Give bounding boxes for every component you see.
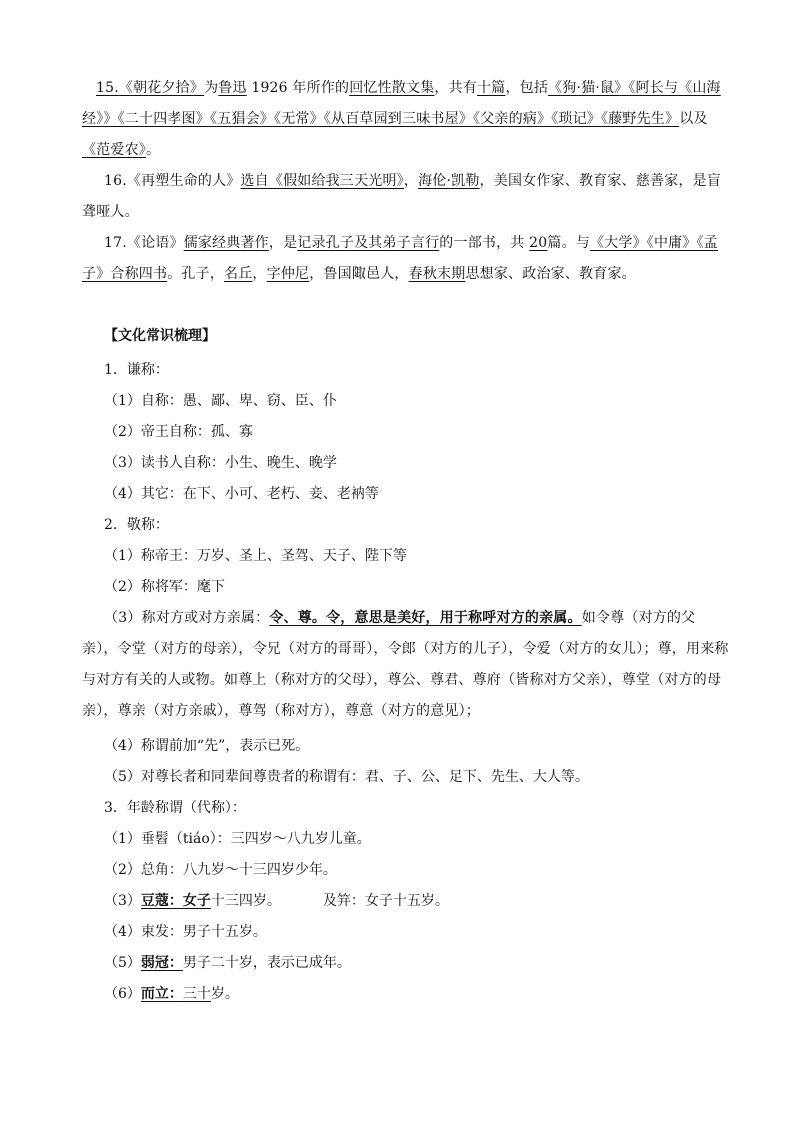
list-item-respectful-address bbox=[82, 603, 730, 727]
section-heading: 【文化常识梳理】 bbox=[104, 328, 216, 344]
text: 。 bbox=[146, 142, 161, 158]
text: （6） bbox=[104, 986, 141, 1002]
text: 《再塑生命的人》 bbox=[126, 173, 241, 189]
text: 男子二十岁，表示已成年。 bbox=[182, 955, 351, 971]
list-item: （4）束发：男子十五岁。 bbox=[104, 924, 267, 940]
classification: 儒家经典著作 bbox=[183, 235, 269, 251]
text: ，共有 bbox=[434, 80, 478, 96]
text: 思想家、政治家、教育家。 bbox=[465, 266, 636, 282]
list-item: （2）帝王自称：孤、寡 bbox=[104, 424, 253, 440]
item-number: 16. bbox=[104, 173, 127, 189]
list-item: （1）称帝王：万岁、圣上、圣驾、天子、陛下等 bbox=[104, 548, 407, 564]
text: 的一部书，共 bbox=[439, 235, 530, 251]
list-item: （1）垂髫（tiáo）：三四岁～八九岁儿童。 bbox=[104, 831, 371, 847]
text: 十三四岁。 bbox=[210, 893, 281, 909]
given-name: 名丘 bbox=[224, 266, 253, 282]
list-item: （5）对尊长者和同辈间尊贵者的称谓有：君、子、公、足下、先生、大人等。 bbox=[104, 769, 589, 785]
essay-title: 《范爱农》 bbox=[82, 142, 146, 158]
author: 海伦·凯勒 bbox=[418, 173, 480, 189]
key-term: 豆蔻：女子 bbox=[140, 893, 211, 909]
paragraph-17 bbox=[82, 228, 730, 290]
source-book: 选自《假如给我三天光明》 bbox=[240, 173, 404, 189]
courtesy-name: 字仲尼 bbox=[266, 266, 310, 282]
text: ，包括 bbox=[505, 80, 549, 96]
list-item bbox=[104, 953, 351, 973]
list-item: （2）总角：八九岁～十三四岁少年。 bbox=[104, 862, 337, 878]
paragraph-15 bbox=[82, 73, 730, 166]
list-item: （1）自称：愚、鄙、卑、窃、臣、仆 bbox=[104, 393, 337, 409]
genre: 回忆性散文集 bbox=[349, 80, 435, 96]
list-item: （4）称谓前加“先”，表示已死。 bbox=[104, 738, 310, 754]
list-item bbox=[104, 891, 449, 911]
chapter-count: 20 bbox=[529, 235, 548, 251]
key-term: 弱冠： bbox=[140, 955, 183, 971]
text: ，是 bbox=[268, 235, 298, 251]
text: 。孔子， bbox=[167, 266, 225, 282]
text: 岁。 bbox=[210, 986, 239, 1002]
list-item: （2）称将军：麾下 bbox=[104, 579, 225, 595]
text: 及笄：女子十五岁。 bbox=[322, 893, 449, 909]
list-item: （4）其它：在下、小可、老朽、妾、老衲等 bbox=[104, 486, 379, 502]
text: 《论语》 bbox=[126, 235, 184, 251]
text: （3）称对方或对方亲属： bbox=[104, 610, 270, 626]
essay-list: 《狗·猫·鼠》《阿长与《山海经》》《二十四孝图》《五猖会》《无常》《从百草园到三味书屋》《父亲的病》《琐记》《藤野先生》 bbox=[82, 80, 721, 127]
text: ， bbox=[403, 173, 419, 189]
text: ， bbox=[252, 266, 267, 282]
list-item: （3）读书人自称：小生、晚生、晚学 bbox=[104, 455, 337, 471]
text: 以及 bbox=[679, 111, 708, 127]
text: 如令尊（对方的父亲），令堂（对方的母亲），令兄（对方的哥哥），令郎（对方的儿子），令爱（对方的女儿）；尊，用来称与对方有关的人或物。如尊上（称对方的父母），尊公、尊君、尊府（皆称对方父亲），尊堂（对方的母亲），尊亲（对方亲戚），尊驾（称对方），尊意（对方的意见）； bbox=[82, 610, 729, 719]
section-2-title: 2．敬称： bbox=[104, 517, 169, 533]
list-item bbox=[104, 984, 239, 1004]
text: （5） bbox=[104, 955, 141, 971]
key-term: 三十 bbox=[182, 986, 211, 1002]
paragraph-16 bbox=[82, 166, 730, 228]
count: 十篇 bbox=[477, 80, 506, 96]
book-title: 《朝花夕拾》 bbox=[118, 80, 205, 96]
section-1-title: 1．谦称： bbox=[104, 362, 169, 378]
text: 1926 年所作的 bbox=[246, 80, 350, 96]
era: 春秋末期 bbox=[408, 266, 466, 282]
author: 鲁迅 bbox=[218, 80, 247, 96]
text: （3） bbox=[104, 893, 141, 909]
item-number: 17. bbox=[104, 235, 127, 251]
content-description: 记录孔子及其弟子言行 bbox=[297, 235, 440, 251]
item-number: 15. bbox=[96, 80, 119, 96]
key-term: 而立： bbox=[140, 986, 183, 1002]
text: 为 bbox=[204, 80, 219, 96]
section-3-title: 3．年龄称谓（代称）： bbox=[104, 800, 246, 816]
text: ，鲁国陬邑人， bbox=[309, 266, 409, 282]
text: 篇。与 bbox=[547, 235, 590, 251]
key-point: 令、尊。令，意思是美好，用于称呼对方的亲属。 bbox=[269, 610, 582, 626]
four-books: 《大学》《中庸》《孟子》合称四书 bbox=[82, 235, 718, 282]
text: ，美国女作家、教育家、慈善家，是盲聋哑人。 bbox=[82, 173, 721, 220]
